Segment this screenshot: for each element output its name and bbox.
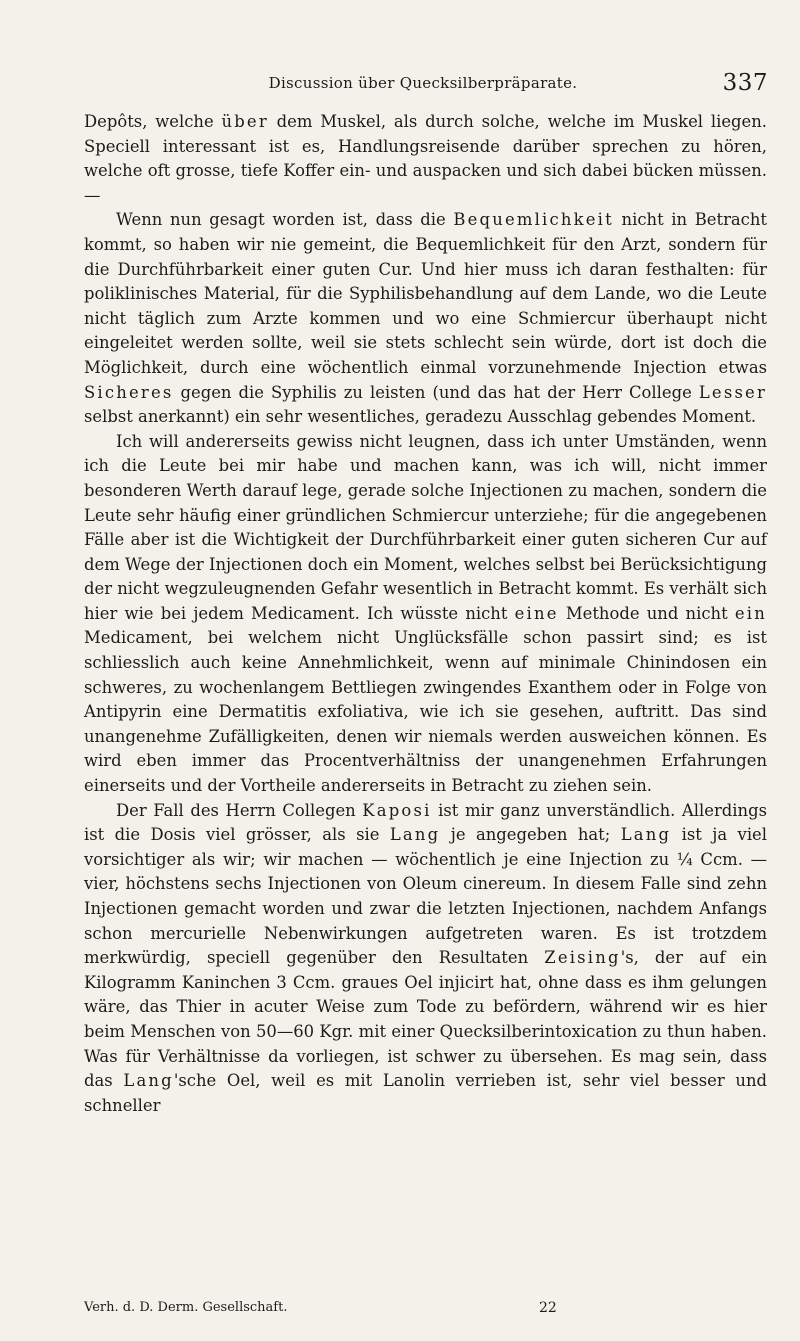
text-run: selbst anerkannt) ein sehr wesentliches, geradezu Ausschlag gebendes Moment. — [84, 407, 757, 427]
footer-source: Verh. d. D. Derm. Gesellschaft. — [84, 1300, 288, 1315]
paragraph — [84, 208, 767, 429]
spaced-text: eine — [514, 603, 559, 623]
spaced-text: Zeising — [544, 948, 621, 968]
text-run: 'sche Oel, weil es mit Lanolin verrieben ist, sehr viel besser und schneller — [84, 1071, 767, 1115]
body-text — [84, 110, 767, 1118]
spaced-text: über — [221, 112, 269, 131]
text-run: Depôts, welche — [84, 112, 222, 131]
text-run: ist ja viel vorsichtiger als wir; wir machen — wöchentlich je eine Injection zu ¼ Ccm. — vier, höchstens sechs Injectionen von Oleum cinereum. In diesem Falle sind zehn Injectionen gemacht worden und zwar die letzten Injectionen, nachdem Anfangs schon mercurielle Nebenwirkungen aufgetreten waren. Es ist trotzdem merkwürdig, speciell gegenüber den Resultaten — [84, 825, 767, 968]
spaced-text: ein — [734, 603, 767, 623]
paragraph — [84, 110, 767, 208]
signature-mark: 22 — [539, 1300, 557, 1316]
text-run: gegen die Syphilis zu leisten (und das hat der Herr College — [173, 382, 699, 402]
text-run: Methode und nicht — [558, 603, 735, 623]
page-number: 337 — [722, 70, 768, 96]
text-run: 's, der auf ein Kilogramm Kaninchen 3 Ccm. graues Oel injicirt hat, ohne dass es ihm gelungen wäre, das Thier in acuter Weise zum Tode zu befördern, während wir es hier beim Menschen von 50—60 Kgr. mit einer Quecksilberintoxication zu thun haben. Was für Verhältnisse da vorliegen, ist schwer zu übersehen. Es mag sein, dass das — [84, 948, 767, 1091]
text-run: Medicament, bei welchem nicht Unglücksfälle schon passirt sind; es ist schliesslich auch keine Annehmlichkeit, wenn auf minimale Chinindosen ein schweres, zu wochenlangem Bettliegen zwingendes Exanthem oder in Folge von Antipyrin eine Dermatitis exfoliativa, wie ich sie gesehen, auftritt. Das sind unangenehme Zufälligkeiten, denen wir niemals werden ausweichen können. Es wird eben immer das Procentverhältniss der unangenehmen Erfahrungen einerseits und der Vortheile andererseits in Betracht zu ziehen sein. — [84, 628, 767, 796]
spaced-text: Kaposi — [362, 800, 432, 820]
text-run: dem Muskel, als durch solche, welche im Muskel liegen. Speciell interessant ist es, Handlungsreisende darüber sprechen zu hören, welche oft grosse, tiefe Koffer ein- und auspacken und sich dabei bücken müssen. — — [84, 112, 767, 205]
running-title: Discussion über Quecksilberpräparate. — [268, 74, 578, 92]
spaced-text: Lesser — [698, 382, 767, 402]
text-run: ist mir ganz unverständlich. Allerdings ist die Dosis viel grösser, als sie — [84, 800, 767, 845]
spaced-text: Lang — [389, 825, 441, 845]
paragraph — [84, 430, 767, 799]
text-run: je angegeben hat; — [440, 825, 621, 845]
spaced-text: Lang — [123, 1071, 174, 1091]
text-run: Der Fall des Herrn Collegen — [116, 800, 363, 820]
text-run: nicht in Betracht kommt, so haben wir nie gemeint, die Bequemlichkeit für den Arzt, sondern für die Durchführbarkeit einer guten Cur. Und hier muss ich daran festhalten: für poliklinisches Material, für die Syphilisbehandlung auf dem Lande, wo die Leute nicht täglich zum Arzte kommen und wo eine Schmiercur überhaupt nicht eingeleitet werden sollte, weil sie stets schlecht sein würde, dort ist doch die Möglichkeit, durch eine wöchentlich einmal vorzunehmende Injection etwas — [84, 210, 768, 377]
text-run: Wenn nun gesagt worden ist, dass die — [116, 210, 454, 230]
page-footer — [84, 1300, 767, 1322]
spaced-text: Lang — [620, 825, 672, 845]
paragraph — [84, 799, 767, 1119]
spaced-text: Sicheres — [84, 382, 174, 402]
spaced-text: Bequemlichkeit — [453, 210, 614, 230]
running-head — [78, 70, 768, 94]
text-run: Ich will andererseits gewiss nicht leugnen, dass ich unter Umständen, wenn ich die Leute bei mir habe und machen kann, was ich will, nicht immer besonderen Werth darauf lege, gerade solche Injectionen zu machen, sondern die Leute sehr häufig einer gründlichen Schmiercur unterziehe; für die angegebenen Fälle aber ist die Wichtigkeit der Durchführbarkeit einer guten sicheren Cur auf dem Wege der Injectionen doch ein Moment, welches selbst bei Berücksichtigung der nicht wegzuleugnenden Gefahr wesentlich in Betracht kommt. Es verhält sich hier wie bei jedem Medicament. Ich wüsste nicht — [84, 431, 767, 623]
